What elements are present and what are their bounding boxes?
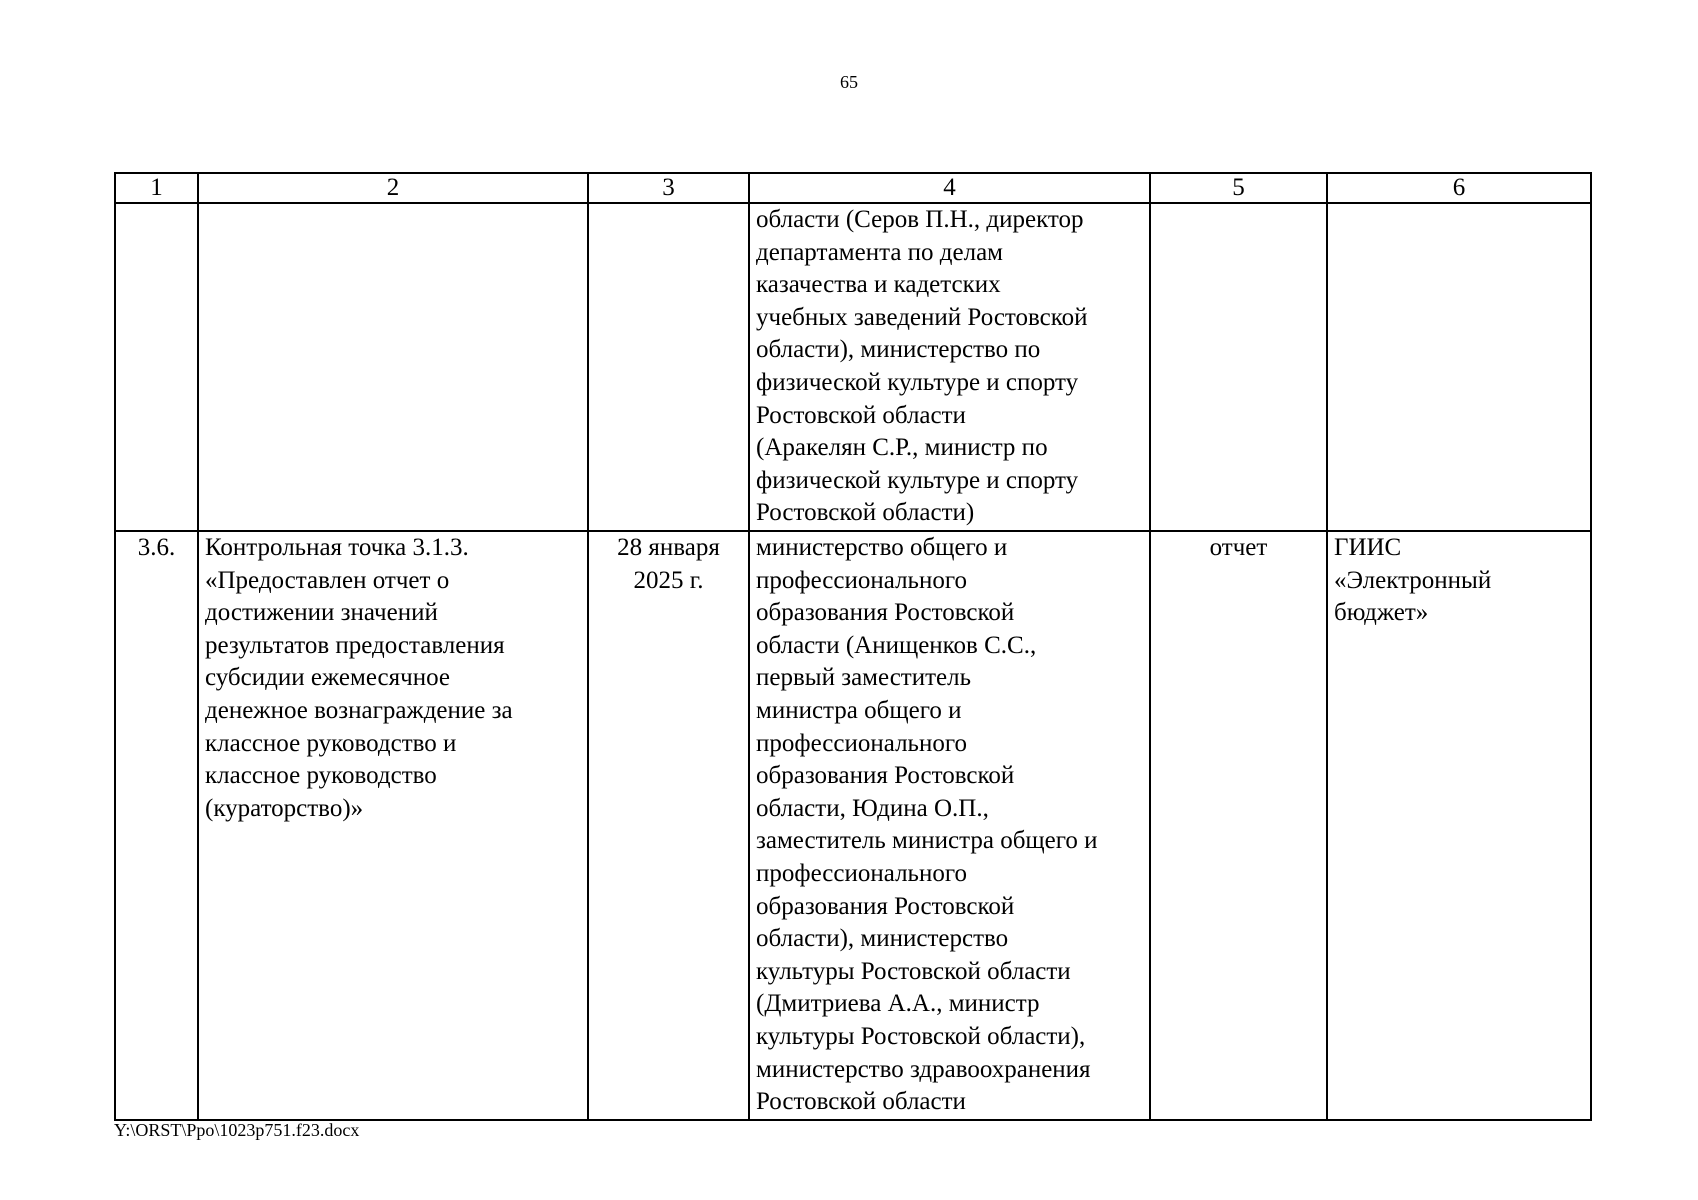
cell-responsible [749, 203, 1150, 531]
text-line: департамента по делам [756, 238, 1003, 266]
cell-system [1327, 531, 1591, 1120]
cell-document-type [1150, 203, 1327, 531]
text-line: учебных заведений Ростовской [756, 303, 1088, 331]
text-line: заместитель министра общего и [756, 827, 1098, 855]
text-line: культуры Ростовской области [756, 957, 1071, 985]
text-line: «Предоставлен отчет о [205, 566, 450, 594]
table-row-continuation [115, 203, 1591, 531]
cell-document-type: отчет [1150, 531, 1327, 1120]
text-line: 2025 г. [633, 566, 704, 594]
text-line: образования Ростовской [756, 762, 1015, 790]
cell-responsible [749, 531, 1150, 1120]
text-line: Ростовской области [756, 1088, 966, 1116]
text-line: области), министерство по [756, 336, 1041, 364]
text-line: денежное вознаграждение за [205, 696, 513, 724]
text-line: области (Серов П.Н., директор [756, 206, 1084, 233]
cell-date [588, 203, 749, 531]
cell-system [1327, 203, 1591, 531]
text-line: культуры Ростовской области), [756, 1022, 1086, 1050]
page-number: 65 [840, 72, 858, 92]
column-header-6: 6 [1327, 173, 1591, 203]
text-line: области), министерство [756, 925, 1009, 953]
column-header-3: 3 [588, 173, 749, 203]
cell-number [115, 203, 198, 531]
text-line: Ростовской области [756, 401, 966, 429]
text-line: профессионального [756, 859, 967, 887]
text-line: казачества и кадетских [756, 271, 1001, 299]
text-line: физической культуре и спорту [756, 368, 1079, 396]
text-line: Контрольная точка 3.1.3. [205, 534, 469, 561]
footer-file-path: Y:\ORST\Ppo\1023p751.f23.docx [114, 1120, 360, 1140]
column-header-1: 1 [115, 173, 198, 203]
text-line: бюджет» [1334, 599, 1429, 627]
table-row-3-6 [115, 531, 1591, 1120]
text-line: образования Ростовской [756, 892, 1015, 920]
text-line: физической культуре и спорту [756, 466, 1079, 494]
column-header-5: 5 [1150, 173, 1327, 203]
text-line: классное руководство [205, 762, 437, 790]
text-line: «Электронный [1334, 566, 1492, 594]
text-line: первый заместитель [756, 664, 972, 692]
text-line: министерство общего и [756, 534, 1008, 561]
text-line: (Аракелян С.Р., министр по [756, 434, 1048, 462]
text-line: области, Юдина О.П., [756, 794, 989, 822]
text-line: 28 января [617, 534, 720, 561]
table-header-row [115, 173, 1591, 203]
text-line: профессионального [756, 729, 967, 757]
column-header-4: 4 [749, 173, 1150, 203]
cell-number: 3.6. [115, 531, 198, 1120]
text-line: субсидии ежемесячное [205, 664, 450, 692]
text-line: министерство здравоохранения [756, 1055, 1091, 1083]
plan-table [114, 172, 1592, 1121]
text-line: (кураторство)» [205, 794, 364, 822]
text-line: классное руководство и [205, 729, 457, 757]
text-line: профессионального [756, 566, 967, 594]
text-line: образования Ростовской [756, 599, 1015, 627]
text-line: Ростовской области) [756, 499, 975, 527]
text-line: достижении значений [205, 599, 438, 627]
text-line: министра общего и [756, 696, 962, 724]
cell-description [198, 531, 588, 1120]
column-header-2: 2 [198, 173, 588, 203]
text-line: результатов предоставления [205, 631, 505, 659]
cell-date [588, 531, 749, 1120]
text-line: (Дмитриева А.А., министр [756, 990, 1040, 1018]
cell-description [198, 203, 588, 531]
text-line: ГИИС [1334, 534, 1402, 561]
text-line: области (Анищенков С.С., [756, 631, 1037, 659]
